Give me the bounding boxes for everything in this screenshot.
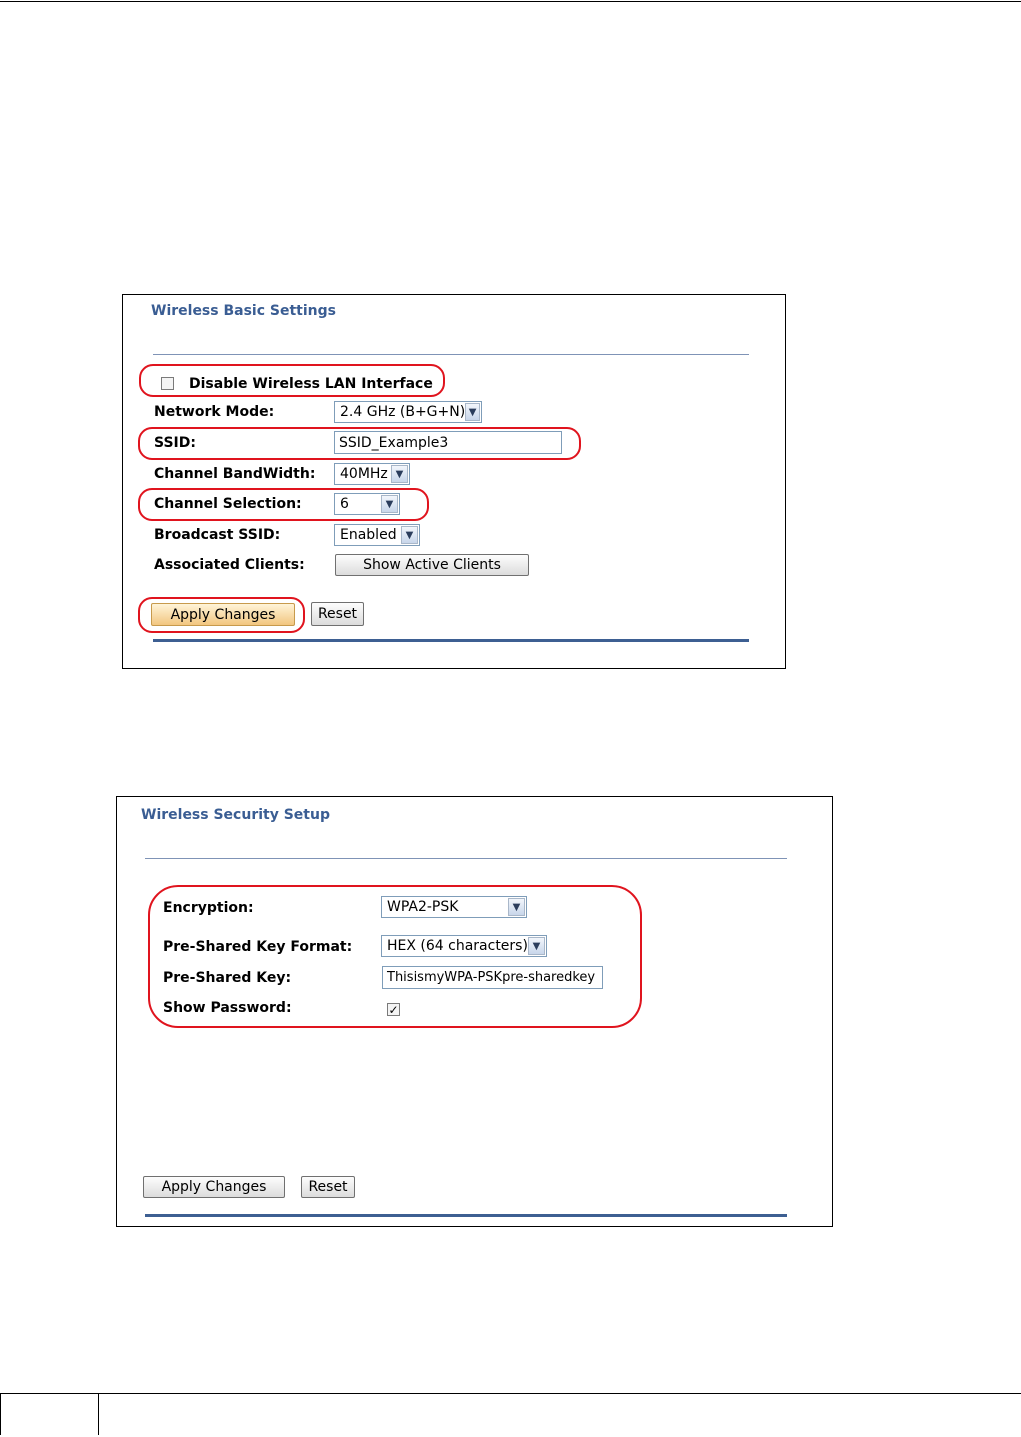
apply-changes-button[interactable]: Apply Changes: [143, 1176, 285, 1198]
apply-changes-button[interactable]: Apply Changes: [151, 603, 295, 626]
pre-shared-key-label: Pre-Shared Key:: [163, 970, 292, 986]
show-password-checkbox[interactable]: ✓: [388, 1002, 399, 1017]
disable-wireless-checkbox[interactable]: [161, 377, 174, 390]
chevron-down-icon: ▼: [391, 465, 408, 483]
reset-button[interactable]: Reset: [311, 602, 364, 626]
broadcast-ssid-label: Broadcast SSID:: [154, 527, 281, 543]
divider: [153, 639, 749, 642]
network-mode-value: 2.4 GHz (B+G+N): [340, 404, 466, 420]
bandwidth-label: Channel BandWidth:: [154, 466, 316, 482]
wireless-security-setup-panel: [116, 796, 833, 1227]
chevron-down-icon: ▼: [508, 898, 525, 916]
encryption-select[interactable]: [381, 896, 527, 918]
show-password-label: Show Password:: [163, 1000, 292, 1016]
bandwidth-value: 40MHz: [340, 466, 388, 482]
broadcast-ssid-select[interactable]: [334, 524, 420, 546]
show-active-clients-button[interactable]: Show Active Clients: [335, 554, 529, 576]
chevron-down-icon: ▼: [528, 937, 545, 955]
key-format-select[interactable]: [381, 935, 547, 957]
key-format-value: HEX (64 characters): [387, 938, 528, 954]
reset-button[interactable]: Reset: [301, 1176, 355, 1198]
page-number-box: [0, 1393, 99, 1435]
ssid-label: SSID:: [154, 435, 196, 451]
page-footer-rule: [0, 1393, 1021, 1394]
channel-selection-select[interactable]: [334, 493, 400, 515]
divider: [145, 1214, 787, 1217]
chevron-down-icon: ▼: [465, 403, 480, 421]
key-format-label: Pre-Shared Key Format:: [163, 939, 353, 955]
bandwidth-select[interactable]: [334, 463, 410, 485]
ssid-input[interactable]: SSID_Example3: [334, 431, 562, 454]
pre-shared-key-input[interactable]: ThisismyWPA-PSKpre-sharedkey: [382, 966, 603, 989]
encryption-value: WPA2-PSK: [387, 899, 459, 915]
page-top-rule: [0, 1, 1021, 2]
channel-selection-value: 6: [340, 496, 349, 512]
divider: [153, 354, 749, 355]
wireless-basic-settings-panel: [122, 294, 786, 669]
associated-clients-label: Associated Clients:: [154, 557, 305, 573]
panel-title: Wireless Security Setup: [141, 807, 330, 823]
disable-wireless-label: Disable Wireless LAN Interface: [189, 376, 433, 392]
channel-selection-label: Channel Selection:: [154, 496, 302, 512]
network-mode-select[interactable]: [334, 401, 482, 423]
chevron-down-icon: ▼: [401, 526, 418, 544]
divider: [145, 858, 787, 859]
panel-title: Wireless Basic Settings: [151, 303, 336, 319]
chevron-down-icon: ▼: [381, 495, 398, 513]
broadcast-ssid-value: Enabled: [340, 527, 397, 543]
network-mode-label: Network Mode:: [154, 404, 275, 420]
encryption-label: Encryption:: [163, 900, 254, 916]
